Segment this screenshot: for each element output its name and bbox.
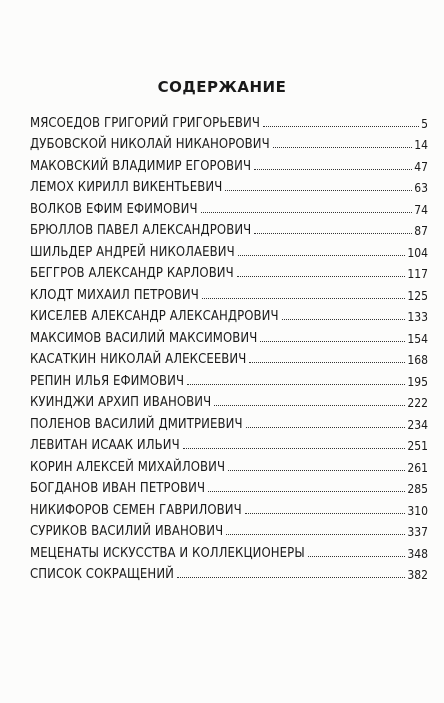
toc-entry [30,431,428,453]
toc-entry [30,280,428,302]
toc-entry-page-number: 14 [414,138,428,152]
toc-entry-name: СУРИКОВ ВАСИЛИЙ ИВАНОВИЧ [30,524,224,539]
toc-entry [30,409,428,431]
toc-entry-name: НИКИФОРОВ СЕМЕН ГАВРИЛОВИЧ [30,502,242,518]
toc-leader-dots [187,384,405,385]
toc-entry-name: ЛЕВИТАН ИСААК ИЛЬИЧ [30,438,180,453]
toc-entry [30,345,428,367]
toc-leader-dots [208,491,405,492]
toc-leader-dots [273,147,413,148]
toc-entry-name: ПОЛЕНОВ ВАСИЛИЙ ДМИТРИЕВИЧ [30,416,243,432]
toc-entry-page-number: 47 [414,159,428,174]
toc-entry [30,302,428,324]
toc-leader-dots [238,255,406,256]
toc-entry-page-number: 133 [407,310,428,324]
toc-entry-name: МЯСОЕДОВ ГРИГОРИЙ ГРИГОРЬЕВИЧ [30,115,261,131]
toc-entry [30,151,428,173]
toc-entry-page-number: 168 [407,353,428,367]
toc-leader-dots [260,341,405,342]
toc-entry-name: РЕПИН ИЛЬЯ ЕФИМОВИЧ [30,373,185,389]
toc-leader-dots [263,126,419,127]
toc-entry-name: ДУБОВСКОЙ НИКОЛАЙ НИКАНОРОВИЧ [30,137,270,152]
toc-entry-name: КИСЕЛЕВ АЛЕКСАНДР АЛЕКСАНДРОВИЧ [30,309,279,324]
toc-entry-page-number: 63 [414,181,428,195]
toc-entry [30,366,428,388]
toc-leader-dots [246,427,406,428]
toc-entry [30,538,428,560]
toc-leader-dots [201,212,413,213]
toc-leader-dots [228,470,405,471]
toc-entry [30,323,428,345]
toc-entry-page-number: 222 [407,396,428,410]
toc-entry-page-number: 104 [407,245,428,260]
toc-entry-name: БЕГГРОВ АЛЕКСАНДР КАРЛОВИЧ [30,266,234,281]
toc-entry-page-number: 348 [407,546,428,561]
toc-leader-dots [202,298,406,299]
toc-entry [30,452,428,474]
toc-leader-dots [249,362,405,363]
toc-entry-page-number: 154 [407,331,428,346]
toc-entry-page-number: 5 [421,116,428,131]
toc-entry-name: КОРИН АЛЕКСЕЙ МИХАЙЛОВИЧ [30,459,226,475]
toc-entry-page-number: 382 [407,568,428,582]
toc-entry [30,259,428,281]
toc-leader-dots [177,577,405,578]
toc-entry [30,173,428,195]
toc-entry-name: ВОЛКОВ ЕФИМ ЕФИМОВИЧ [30,201,198,217]
toc-leader-dots [237,276,406,277]
toc-entry [30,108,428,130]
toc-entry-name: МАКОВСКИЙ ВЛАДИМИР ЕГОРОВИЧ [30,158,252,174]
toc-entry-page-number: 74 [414,202,428,217]
table-of-contents [30,108,428,581]
toc-entry-name: БРЮЛЛОВ ПАВЕЛ АЛЕКСАНДРОВИЧ [30,223,252,238]
toc-entry-page-number: 337 [407,525,428,539]
toc-entry-page-number: 310 [407,503,428,518]
toc-leader-dots [214,405,405,406]
toc-entry [30,517,428,539]
toc-entry-page-number: 261 [407,460,428,475]
toc-entry [30,388,428,410]
toc-entry-name: КУИНДЖИ АРХИП ИВАНОВИЧ [30,395,212,410]
toc-entry [30,194,428,216]
toc-leader-dots [226,534,405,535]
toc-entry-name: МАКСИМОВ ВАСИЛИЙ МАКСИМОВИЧ [30,330,258,346]
toc-leader-dots [245,513,406,514]
toc-entry-name: КЛОДТ МИХАИЛ ПЕТРОВИЧ [30,287,199,303]
toc-entry-name: ШИЛЬДЕР АНДРЕЙ НИКОЛАЕВИЧ [30,244,235,260]
toc-entry [30,560,428,582]
toc-entry-page-number: 234 [407,417,428,432]
toc-entry-page-number: 285 [407,482,428,496]
toc-entry [30,495,428,517]
toc-entry-name: ЛЕМОХ КИРИЛЛ ВИКЕНТЬЕВИЧ [30,180,223,195]
page-title: СОДЕРЖАНИЕ [157,78,287,96]
toc-entry [30,130,428,152]
toc-leader-dots [183,448,406,449]
toc-entry [30,474,428,496]
toc-entry-name: КАСАТКИН НИКОЛАЙ АЛЕКСЕЕВИЧ [30,352,247,367]
toc-leader-dots [254,169,412,170]
toc-entry-page-number: 195 [407,374,428,389]
toc-entry-name: МЕЦЕНАТЫ ИСКУССТВА И КОЛЛЕКЦИОНЕРЫ [30,545,305,561]
toc-entry-page-number: 251 [407,439,428,453]
toc-entry-page-number: 87 [414,224,428,238]
toc-leader-dots [225,190,412,191]
toc-entry-page-number: 117 [407,267,428,281]
toc-leader-dots [308,556,406,557]
toc-entry-name: БОГДАНОВ ИВАН ПЕТРОВИЧ [30,481,206,496]
toc-entry-name: СПИСОК СОКРАЩЕНИЙ [30,567,175,582]
toc-leader-dots [254,233,412,234]
toc-entry [30,237,428,259]
toc-entry-page-number: 125 [407,288,428,303]
toc-entry [30,216,428,238]
toc-leader-dots [282,319,406,320]
